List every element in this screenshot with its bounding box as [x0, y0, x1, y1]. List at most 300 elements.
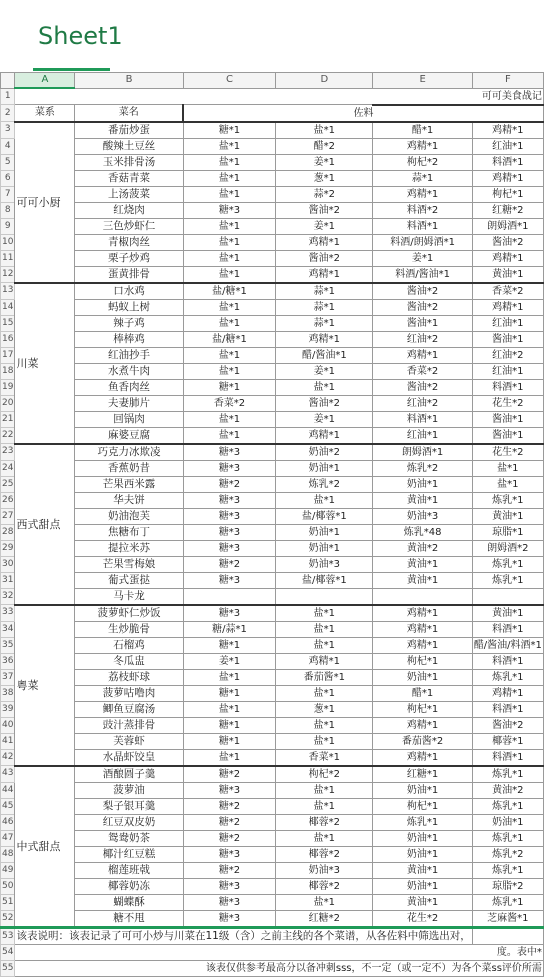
dish-name-cell[interactable]: 麻婆豆腐 — [75, 427, 183, 444]
dish-name-cell[interactable]: 蝴蝶酥 — [75, 894, 183, 910]
seasoning-cell[interactable] — [276, 588, 373, 605]
seasoning-cell[interactable]: 花生*2 — [472, 444, 543, 461]
seasoning-cell[interactable]: 鸡精*1 — [472, 250, 543, 266]
seasoning-cell[interactable]: 香菜*2 — [373, 363, 472, 379]
seasoning-cell[interactable]: 鸡精*1 — [373, 717, 472, 733]
dish-name-cell[interactable]: 焦糖布丁 — [75, 524, 183, 540]
dish-name-cell[interactable]: 蚂蚁上树 — [75, 299, 183, 315]
row-number[interactable]: 11 — [1, 250, 15, 266]
seasoning-cell[interactable]: 奶油*1 — [276, 540, 373, 556]
row-number[interactable]: 33 — [1, 605, 15, 622]
row-number[interactable]: 27 — [1, 508, 15, 524]
row-number[interactable]: 13 — [1, 283, 15, 300]
seasoning-cell[interactable]: 红油*1 — [373, 427, 472, 444]
seasoning-cell[interactable]: 黄油*2 — [472, 782, 543, 798]
row-number[interactable]: 43 — [1, 766, 15, 783]
dish-name-cell[interactable]: 夫妻肺片 — [75, 395, 183, 411]
seasoning-cell[interactable]: 姜*1 — [276, 154, 373, 170]
row-number[interactable]: 10 — [1, 234, 15, 250]
row-number[interactable]: 24 — [1, 460, 15, 476]
seasoning-cell[interactable]: 料酒*1 — [472, 653, 543, 669]
row-number[interactable]: 37 — [1, 669, 15, 685]
seasoning-cell[interactable]: 糖*3 — [183, 782, 276, 798]
seasoning-cell[interactable]: 盐*1 — [276, 379, 373, 395]
seasoning-cell[interactable]: 糖*3 — [183, 492, 276, 508]
row-number[interactable]: 25 — [1, 476, 15, 492]
seasoning-cell[interactable]: 料酒*1 — [373, 218, 472, 234]
seasoning-cell[interactable]: 姜*1 — [276, 218, 373, 234]
seasoning-cell[interactable]: 奶油*3 — [276, 862, 373, 878]
seasoning-cell[interactable]: 花生*2 — [472, 395, 543, 411]
seasoning-cell[interactable]: 炼乳*1 — [472, 830, 543, 846]
seasoning-cell[interactable]: 盐*1 — [276, 798, 373, 814]
seasoning-cell[interactable]: 红油*1 — [472, 138, 543, 154]
seasoning-cell[interactable]: 鸡精*1 — [276, 331, 373, 347]
column-header-a[interactable]: A — [15, 73, 75, 89]
dish-name-cell[interactable]: 芙蓉虾 — [75, 733, 183, 749]
seasoning-cell[interactable]: 奶油*1 — [373, 830, 472, 846]
row-number[interactable]: 3 — [1, 122, 15, 139]
seasoning-cell[interactable] — [183, 588, 276, 605]
seasoning-cell[interactable]: 盐*1 — [276, 637, 373, 653]
seasoning-cell[interactable]: 盐*1 — [183, 170, 276, 186]
seasoning-cell[interactable]: 红油*2 — [472, 347, 543, 363]
seasoning-cell[interactable]: 酱油*2 — [472, 717, 543, 733]
seasoning-cell[interactable]: 糖*1 — [183, 637, 276, 653]
row-number[interactable]: 12 — [1, 266, 15, 283]
row-number[interactable]: 9 — [1, 218, 15, 234]
row-number[interactable]: 40 — [1, 717, 15, 733]
row-number[interactable]: 17 — [1, 347, 15, 363]
cuisine-group-cell[interactable]: 西式甜点 — [15, 444, 75, 605]
seasoning-cell[interactable]: 糖*3 — [183, 460, 276, 476]
seasoning-cell[interactable]: 糖*3 — [183, 540, 276, 556]
seasoning-cell[interactable]: 奶油*1 — [276, 460, 373, 476]
seasoning-cell[interactable]: 盐*1 — [472, 476, 543, 492]
dish-name-cell[interactable]: 芒果西米露 — [75, 476, 183, 492]
row-number[interactable]: 28 — [1, 524, 15, 540]
cell[interactable] — [183, 88, 276, 105]
seasoning-cell[interactable]: 红糖*2 — [472, 202, 543, 218]
dish-name-cell[interactable]: 椰汁红豆糕 — [75, 846, 183, 862]
seasoning-cell[interactable] — [373, 588, 472, 605]
seasoning-cell[interactable]: 料酒*1 — [472, 154, 543, 170]
seasoning-cell[interactable]: 糖*1 — [183, 122, 276, 139]
seasoning-cell[interactable]: 炼乳*1 — [472, 766, 543, 783]
seasoning-cell[interactable]: 黄油*1 — [472, 266, 543, 283]
seasoning-cell[interactable]: 糖*3 — [183, 572, 276, 588]
spreadsheet-grid[interactable] — [0, 72, 542, 974]
seasoning-cell[interactable]: 炼乳*1 — [472, 492, 543, 508]
seasoning-cell[interactable]: 糖*1 — [183, 717, 276, 733]
dish-name-cell[interactable]: 冬瓜盅 — [75, 653, 183, 669]
seasoning-cell[interactable]: 红糖*2 — [276, 910, 373, 927]
seasoning-cell[interactable]: 盐*1 — [183, 411, 276, 427]
dish-name-cell[interactable]: 辣子鸡 — [75, 315, 183, 331]
seasoning-cell[interactable]: 糖*3 — [183, 202, 276, 218]
dish-name-cell[interactable]: 葡式蛋挞 — [75, 572, 183, 588]
seasoning-cell[interactable]: 盐*1 — [183, 234, 276, 250]
row-number[interactable]: 8 — [1, 202, 15, 218]
dish-name-cell[interactable]: 梨子银耳羹 — [75, 798, 183, 814]
seasoning-cell[interactable]: 糖*2 — [183, 862, 276, 878]
row-number[interactable]: 31 — [1, 572, 15, 588]
dish-name-cell[interactable]: 华夫饼 — [75, 492, 183, 508]
seasoning-cell[interactable] — [472, 588, 543, 605]
seasoning-cell[interactable]: 椰蓉*2 — [276, 814, 373, 830]
row-number[interactable]: 38 — [1, 685, 15, 701]
row-number[interactable]: 36 — [1, 653, 15, 669]
seasoning-cell[interactable]: 黄油*1 — [373, 556, 472, 572]
row-number[interactable]: 19 — [1, 379, 15, 395]
row-number[interactable]: 55 — [1, 960, 15, 976]
seasoning-cell[interactable]: 花生*2 — [373, 910, 472, 927]
seasoning-cell[interactable]: 糖*2 — [183, 830, 276, 846]
dish-name-cell[interactable]: 糖不甩 — [75, 910, 183, 927]
seasoning-cell[interactable]: 鸡精*1 — [472, 299, 543, 315]
seasoning-cell[interactable]: 糖*2 — [183, 556, 276, 572]
header-cuisine-cell[interactable]: 菜系 — [15, 105, 75, 122]
seasoning-cell[interactable]: 枸杞*1 — [472, 186, 543, 202]
row-number[interactable]: 29 — [1, 540, 15, 556]
row-number[interactable]: 53 — [1, 927, 15, 944]
seasoning-cell[interactable]: 酱油*1 — [472, 427, 543, 444]
seasoning-cell[interactable]: 黄油*1 — [373, 894, 472, 910]
dish-name-cell[interactable]: 鱼香肉丝 — [75, 379, 183, 395]
seasoning-cell[interactable]: 奶油*1 — [373, 846, 472, 862]
seasoning-cell[interactable]: 酱油*2 — [373, 379, 472, 395]
dish-name-cell[interactable]: 马卡龙 — [75, 588, 183, 605]
dish-name-cell[interactable]: 回锅肉 — [75, 411, 183, 427]
seasoning-cell[interactable]: 炼乳*1 — [472, 894, 543, 910]
seasoning-cell[interactable]: 鸡精*1 — [373, 637, 472, 653]
seasoning-cell[interactable]: 醋/酱油*1 — [276, 347, 373, 363]
seasoning-cell[interactable]: 炼乳*2 — [373, 460, 472, 476]
seasoning-cell[interactable]: 盐*1 — [183, 186, 276, 202]
row-number[interactable]: 22 — [1, 427, 15, 444]
seasoning-cell[interactable]: 香菜*1 — [276, 749, 373, 766]
dish-name-cell[interactable]: 香蕉奶昔 — [75, 460, 183, 476]
row-number[interactable]: 47 — [1, 830, 15, 846]
seasoning-cell[interactable]: 盐*1 — [183, 266, 276, 283]
dish-name-cell[interactable]: 棒棒鸡 — [75, 331, 183, 347]
seasoning-cell[interactable]: 枸杞*1 — [373, 701, 472, 717]
dish-name-cell[interactable]: 菠萝油 — [75, 782, 183, 798]
cuisine-group-cell[interactable]: 中式甜点 — [15, 766, 75, 928]
seasoning-cell[interactable]: 鸡精*1 — [472, 170, 543, 186]
seasoning-cell[interactable]: 葱*1 — [276, 170, 373, 186]
seasoning-cell[interactable]: 酱油*2 — [276, 395, 373, 411]
seasoning-cell[interactable]: 盐*1 — [183, 669, 276, 685]
seasoning-cell[interactable]: 酱油*1 — [373, 315, 472, 331]
seasoning-cell[interactable]: 盐*1 — [183, 749, 276, 766]
seasoning-cell[interactable]: 黄油*1 — [373, 862, 472, 878]
seasoning-cell[interactable]: 盐*1 — [183, 138, 276, 154]
header-seasoning-cell[interactable]: 佐料 — [183, 105, 543, 122]
seasoning-cell[interactable]: 糖/蒜*1 — [183, 621, 276, 637]
seasoning-cell[interactable]: 鸡精*1 — [373, 347, 472, 363]
seasoning-cell[interactable]: 醋*1 — [373, 122, 472, 139]
row-number[interactable]: 48 — [1, 846, 15, 862]
seasoning-cell[interactable]: 糖*3 — [183, 444, 276, 461]
seasoning-cell[interactable]: 盐*1 — [276, 894, 373, 910]
seasoning-cell[interactable]: 糖*3 — [183, 508, 276, 524]
seasoning-cell[interactable]: 醋/酱油/料酒*1 — [472, 637, 543, 653]
dish-name-cell[interactable]: 红豆双皮奶 — [75, 814, 183, 830]
seasoning-cell[interactable]: 盐*1 — [183, 427, 276, 444]
dish-name-cell[interactable]: 鸳鸯奶茶 — [75, 830, 183, 846]
row-number[interactable]: 52 — [1, 910, 15, 927]
seasoning-cell[interactable]: 盐*1 — [276, 621, 373, 637]
row-number[interactable]: 30 — [1, 556, 15, 572]
row-number[interactable]: 54 — [1, 944, 15, 960]
seasoning-cell[interactable]: 盐*1 — [276, 830, 373, 846]
column-header-c[interactable]: C — [183, 73, 276, 89]
seasoning-cell[interactable]: 盐*1 — [276, 782, 373, 798]
seasoning-cell[interactable]: 料酒*1 — [373, 411, 472, 427]
seasoning-cell[interactable]: 盐/糖*1 — [183, 283, 276, 300]
dish-name-cell[interactable]: 三色炒虾仁 — [75, 218, 183, 234]
row-number[interactable]: 34 — [1, 621, 15, 637]
seasoning-cell[interactable]: 鸡精*1 — [472, 122, 543, 139]
seasoning-cell[interactable]: 鸡精*1 — [373, 605, 472, 622]
row-number[interactable]: 4 — [1, 138, 15, 154]
dish-name-cell[interactable]: 奶油泡芙 — [75, 508, 183, 524]
dish-name-cell[interactable]: 玉米排骨汤 — [75, 154, 183, 170]
seasoning-cell[interactable]: 番茄酱*2 — [373, 733, 472, 749]
seasoning-cell[interactable]: 枸杞*2 — [373, 154, 472, 170]
dish-name-cell[interactable]: 菠萝虾仁炒饭 — [75, 605, 183, 622]
seasoning-cell[interactable]: 鸡精*1 — [276, 234, 373, 250]
row-number[interactable]: 50 — [1, 878, 15, 894]
seasoning-cell[interactable]: 盐*1 — [276, 122, 373, 139]
seasoning-cell[interactable]: 糖*2 — [183, 476, 276, 492]
seasoning-cell[interactable]: 炼乳*1 — [472, 669, 543, 685]
seasoning-cell[interactable]: 奶油*1 — [276, 524, 373, 540]
seasoning-cell[interactable]: 酱油*2 — [276, 250, 373, 266]
seasoning-cell[interactable]: 酱油*2 — [373, 283, 472, 300]
dish-name-cell[interactable]: 口水鸡 — [75, 283, 183, 300]
seasoning-cell[interactable]: 奶油*1 — [373, 878, 472, 894]
seasoning-cell[interactable]: 枸杞*2 — [276, 766, 373, 783]
seasoning-cell[interactable]: 奶油*3 — [373, 508, 472, 524]
seasoning-cell[interactable]: 炼乳*1 — [472, 556, 543, 572]
dish-name-cell[interactable]: 香菇青菜 — [75, 170, 183, 186]
seasoning-cell[interactable]: 鸡精*1 — [373, 621, 472, 637]
seasoning-cell[interactable]: 朗姆酒*1 — [373, 444, 472, 461]
select-all-corner[interactable] — [1, 73, 15, 89]
seasoning-cell[interactable]: 酱油*1 — [472, 411, 543, 427]
seasoning-cell[interactable]: 炼乳*1 — [472, 798, 543, 814]
dish-name-cell[interactable]: 酒酿圆子羹 — [75, 766, 183, 783]
seasoning-cell[interactable]: 酱油*1 — [472, 331, 543, 347]
dish-name-cell[interactable]: 上汤菠菜 — [75, 186, 183, 202]
seasoning-cell[interactable]: 姜*1 — [373, 250, 472, 266]
seasoning-cell[interactable]: 糖*1 — [183, 685, 276, 701]
seasoning-cell[interactable]: 盐*1 — [183, 701, 276, 717]
seasoning-cell[interactable]: 糖*3 — [183, 910, 276, 927]
seasoning-cell[interactable]: 糖*3 — [183, 878, 276, 894]
row-number[interactable]: 51 — [1, 894, 15, 910]
seasoning-cell[interactable]: 椰蓉*1 — [472, 733, 543, 749]
row-number[interactable]: 15 — [1, 315, 15, 331]
seasoning-cell[interactable]: 料酒*1 — [472, 621, 543, 637]
seasoning-cell[interactable]: 料酒/朗姆酒*1 — [373, 234, 472, 250]
seasoning-cell[interactable]: 枸杞*1 — [373, 653, 472, 669]
seasoning-cell[interactable]: 盐*1 — [276, 733, 373, 749]
cell[interactable] — [75, 88, 183, 105]
seasoning-cell[interactable]: 蒜*1 — [276, 283, 373, 300]
seasoning-cell[interactable]: 炼乳*1 — [472, 862, 543, 878]
row-number[interactable]: 49 — [1, 862, 15, 878]
seasoning-cell[interactable]: 料酒*1 — [472, 701, 543, 717]
seasoning-cell[interactable]: 蒜*1 — [373, 170, 472, 186]
seasoning-cell[interactable]: 香菜*2 — [472, 283, 543, 300]
seasoning-cell[interactable]: 红糖*1 — [373, 766, 472, 783]
seasoning-cell[interactable]: 盐*1 — [276, 492, 373, 508]
seasoning-cell[interactable]: 鸡精*1 — [373, 138, 472, 154]
dish-name-cell[interactable]: 番茄炒蛋 — [75, 122, 183, 139]
seasoning-cell[interactable]: 葱*1 — [276, 701, 373, 717]
note-cell[interactable]: 该表说明：该表记录了可可小炒与川菜在11级（含）之前主线的各个菜谱，从各佐料中筛选出对， — [15, 927, 472, 944]
seasoning-cell[interactable]: 酱油*2 — [472, 234, 543, 250]
dish-name-cell[interactable]: 鲫鱼豆腐汤 — [75, 701, 183, 717]
seasoning-cell[interactable]: 黄油*1 — [472, 605, 543, 622]
seasoning-cell[interactable]: 番茄酱*1 — [276, 669, 373, 685]
seasoning-cell[interactable]: 酱油*2 — [373, 299, 472, 315]
seasoning-cell[interactable]: 糖*1 — [183, 379, 276, 395]
seasoning-cell[interactable]: 料酒*2 — [373, 202, 472, 218]
row-number[interactable]: 45 — [1, 798, 15, 814]
seasoning-cell[interactable]: 蒜*2 — [276, 186, 373, 202]
seasoning-cell[interactable]: 糖*2 — [183, 766, 276, 783]
seasoning-cell[interactable]: 盐*1 — [183, 154, 276, 170]
row-number[interactable]: 16 — [1, 331, 15, 347]
seasoning-cell[interactable]: 奶油*1 — [373, 476, 472, 492]
cuisine-group-cell[interactable]: 粤菜 — [15, 605, 75, 766]
cuisine-group-cell[interactable]: 可可小厨 — [15, 122, 75, 283]
row-number[interactable]: 23 — [1, 444, 15, 461]
row-number[interactable]: 20 — [1, 395, 15, 411]
seasoning-cell[interactable]: 姜*1 — [276, 411, 373, 427]
seasoning-cell[interactable]: 鸡精*1 — [276, 653, 373, 669]
seasoning-cell[interactable]: 醋*1 — [373, 685, 472, 701]
seasoning-cell[interactable]: 红油*1 — [472, 315, 543, 331]
seasoning-cell[interactable]: 糖*2 — [183, 798, 276, 814]
seasoning-cell[interactable]: 红油*1 — [472, 363, 543, 379]
seasoning-cell[interactable]: 鸡精*1 — [373, 186, 472, 202]
cell[interactable] — [276, 88, 373, 105]
dish-name-cell[interactable]: 水煮牛肉 — [75, 363, 183, 379]
row-number[interactable]: 18 — [1, 363, 15, 379]
dish-name-cell[interactable]: 青椒肉丝 — [75, 234, 183, 250]
seasoning-cell[interactable]: 料酒/酱油*1 — [373, 266, 472, 283]
dish-name-cell[interactable]: 提拉米苏 — [75, 540, 183, 556]
seasoning-cell[interactable]: 红油*2 — [373, 395, 472, 411]
seasoning-cell[interactable]: 黄油*1 — [472, 508, 543, 524]
seasoning-cell[interactable]: 奶油*1 — [472, 814, 543, 830]
seasoning-cell[interactable]: 盐/椰蓉*1 — [276, 508, 373, 524]
dish-name-cell[interactable]: 椰蓉奶冻 — [75, 878, 183, 894]
dish-name-cell[interactable]: 蛋黄排骨 — [75, 266, 183, 283]
row-number[interactable]: 39 — [1, 701, 15, 717]
row-number[interactable]: 2 — [1, 105, 15, 122]
row-number[interactable]: 46 — [1, 814, 15, 830]
seasoning-cell[interactable]: 蒜*1 — [276, 299, 373, 315]
dish-name-cell[interactable]: 巧克力冰欺凌 — [75, 444, 183, 461]
seasoning-cell[interactable]: 炼乳*2 — [276, 476, 373, 492]
sheet-heading-cell[interactable]: 可可美食战记 — [373, 88, 544, 105]
seasoning-cell[interactable]: 黄油*2 — [373, 540, 472, 556]
row-number[interactable]: 1 — [1, 88, 15, 105]
seasoning-cell[interactable]: 琼脂*2 — [472, 878, 543, 894]
seasoning-cell[interactable]: 姜*1 — [276, 363, 373, 379]
row-number[interactable]: 26 — [1, 492, 15, 508]
seasoning-cell[interactable]: 奶油*2 — [276, 444, 373, 461]
column-header-e[interactable]: E — [373, 73, 472, 89]
seasoning-cell[interactable]: 醋*2 — [276, 138, 373, 154]
row-number[interactable]: 14 — [1, 299, 15, 315]
seasoning-cell[interactable]: 姜*1 — [183, 653, 276, 669]
dish-name-cell[interactable]: 菠萝咕噜肉 — [75, 685, 183, 701]
dish-name-cell[interactable]: 栗子炒鸡 — [75, 250, 183, 266]
dish-name-cell[interactable]: 石榴鸡 — [75, 637, 183, 653]
seasoning-cell[interactable]: 炼乳*48 — [373, 524, 472, 540]
seasoning-cell[interactable]: 奶油*1 — [373, 782, 472, 798]
row-number[interactable]: 42 — [1, 749, 15, 766]
dish-name-cell[interactable]: 豉汁蒸排骨 — [75, 717, 183, 733]
row-number[interactable]: 7 — [1, 186, 15, 202]
cell[interactable] — [472, 927, 543, 944]
cell[interactable] — [15, 88, 75, 105]
row-number[interactable]: 32 — [1, 588, 15, 605]
seasoning-cell[interactable]: 枸杞*1 — [373, 798, 472, 814]
seasoning-cell[interactable]: 酱油*2 — [276, 202, 373, 218]
seasoning-cell[interactable]: 椰蓉*2 — [276, 878, 373, 894]
seasoning-cell[interactable]: 黄油*1 — [373, 572, 472, 588]
seasoning-cell[interactable]: 黄油*1 — [373, 492, 472, 508]
row-number[interactable]: 21 — [1, 411, 15, 427]
seasoning-cell[interactable]: 盐*1 — [276, 685, 373, 701]
cuisine-group-cell[interactable]: 川菜 — [15, 283, 75, 444]
dish-name-cell[interactable]: 榴莲班戟 — [75, 862, 183, 878]
seasoning-cell[interactable]: 盐*1 — [183, 250, 276, 266]
seasoning-cell[interactable]: 炼乳*2 — [472, 846, 543, 862]
seasoning-cell[interactable]: 椰蓉*2 — [276, 846, 373, 862]
seasoning-cell[interactable]: 盐*1 — [183, 347, 276, 363]
column-header-f[interactable]: F — [472, 73, 543, 89]
seasoning-cell[interactable]: 糖*3 — [183, 524, 276, 540]
seasoning-cell[interactable]: 鸡精*1 — [276, 427, 373, 444]
seasoning-cell[interactable]: 糖*1 — [183, 733, 276, 749]
seasoning-cell[interactable]: 香菜*2 — [183, 395, 276, 411]
seasoning-cell[interactable]: 奶油*3 — [276, 556, 373, 572]
seasoning-cell[interactable]: 料酒*1 — [472, 749, 543, 766]
seasoning-cell[interactable]: 芝麻酱*1 — [472, 910, 543, 927]
dish-name-cell[interactable]: 酸辣土豆丝 — [75, 138, 183, 154]
seasoning-cell[interactable]: 炼乳*1 — [472, 572, 543, 588]
seasoning-cell[interactable]: 盐/椰蓉*1 — [276, 572, 373, 588]
seasoning-cell[interactable]: 糖*3 — [183, 846, 276, 862]
row-number[interactable]: 44 — [1, 782, 15, 798]
seasoning-cell[interactable]: 盐*1 — [183, 363, 276, 379]
column-header-d[interactable]: D — [276, 73, 373, 89]
seasoning-cell[interactable]: 糖*3 — [183, 894, 276, 910]
column-header-b[interactable]: B — [75, 73, 183, 89]
row-number[interactable]: 41 — [1, 733, 15, 749]
dish-name-cell[interactable]: 荔枝虾球 — [75, 669, 183, 685]
row-number[interactable]: 6 — [1, 170, 15, 186]
